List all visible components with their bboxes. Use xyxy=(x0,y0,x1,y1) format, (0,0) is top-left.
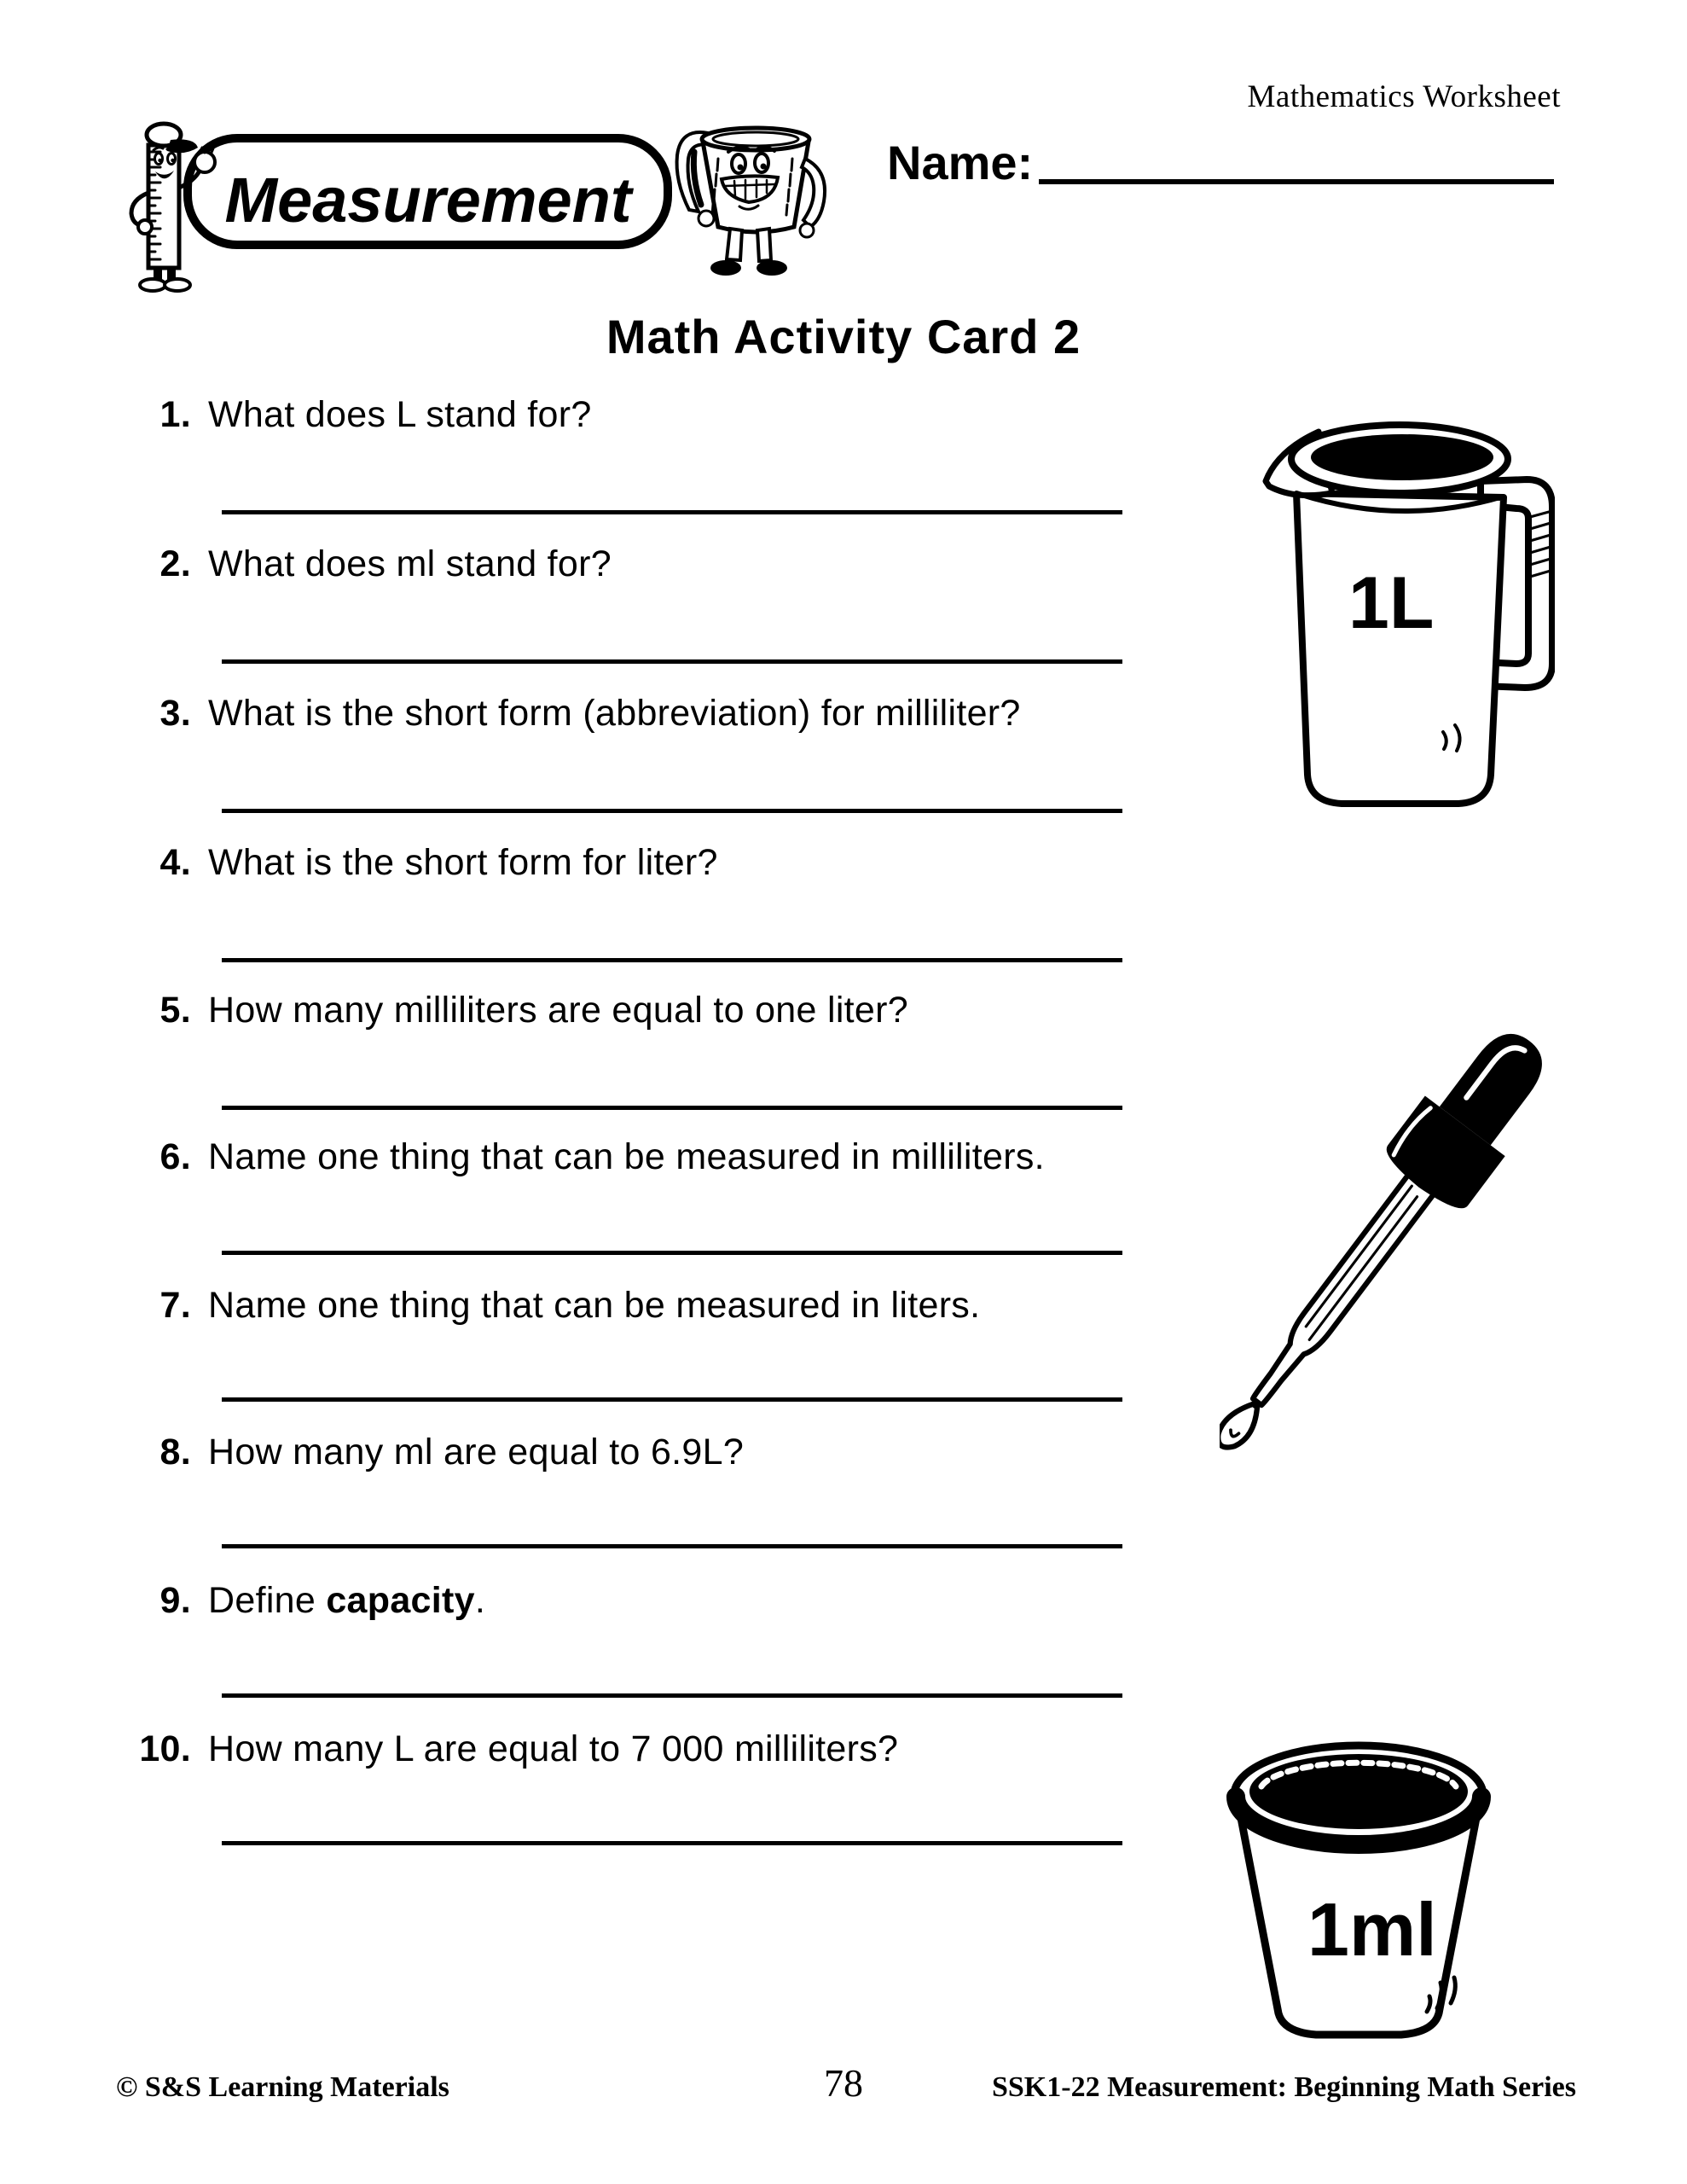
answer-line-8[interactable] xyxy=(222,1544,1122,1548)
question-4-text: What is the short form for liter? xyxy=(208,842,718,883)
question-3-text: What is the short form (abbreviation) for milliliter? xyxy=(208,693,1021,734)
page-title: Math Activity Card 2 xyxy=(606,310,1081,363)
question-5-number: 5. xyxy=(159,990,191,1031)
name-label: Name: xyxy=(887,136,1034,189)
pitcher-icon xyxy=(1266,425,1552,804)
answer-line-4[interactable] xyxy=(222,958,1122,962)
answer-line-3[interactable] xyxy=(222,809,1122,813)
answer-line-7[interactable] xyxy=(222,1397,1122,1402)
question-2 xyxy=(119,543,1220,585)
eyedropper-icon xyxy=(1220,1019,1557,1455)
question-1-number: 1. xyxy=(159,394,191,435)
name-blank-line[interactable] xyxy=(1039,179,1554,184)
question-1 xyxy=(119,394,1220,436)
question-7-text: Name one thing that can be measured in liters. xyxy=(208,1285,981,1326)
question-4 xyxy=(119,842,1220,884)
question-10-number: 10. xyxy=(139,1728,191,1769)
question-9-text-bold: capacity xyxy=(326,1580,475,1621)
question-2-text: What does ml stand for? xyxy=(208,543,612,584)
question-9-text-prefix: Define xyxy=(208,1580,327,1621)
footer-series-label: SSK1-22 Measurement: Beginning Math Series xyxy=(991,2071,1576,2103)
question-5 xyxy=(119,990,1220,1031)
measurement-banner xyxy=(111,92,861,297)
measuring-cup-mascot-icon xyxy=(677,128,826,276)
question-6 xyxy=(119,1136,1220,1178)
question-9-number: 9. xyxy=(159,1580,191,1621)
measuring-cup-icon xyxy=(1234,1745,1483,2035)
answer-line-10[interactable] xyxy=(222,1841,1122,1845)
eyedropper-illustration xyxy=(1220,1019,1557,1455)
answer-line-1[interactable] xyxy=(222,510,1122,514)
question-6-number: 6. xyxy=(159,1136,191,1177)
question-10 xyxy=(119,1728,1220,1770)
pitcher-label: 1L xyxy=(1348,562,1435,644)
question-9-text xyxy=(208,1580,485,1622)
question-8-number: 8. xyxy=(159,1432,191,1472)
banner-title: Measurement xyxy=(224,165,632,235)
cup-label: 1ml xyxy=(1307,1887,1437,1972)
question-1-text: What does L stand for? xyxy=(208,394,592,435)
question-4-number: 4. xyxy=(159,842,191,883)
question-3 xyxy=(119,693,1220,735)
question-9-text-suffix: . xyxy=(474,1580,486,1621)
question-6-text: Name one thing that can be measured in milliliters. xyxy=(208,1136,1045,1177)
question-3-number: 3. xyxy=(159,693,191,734)
question-10-text: How many L are equal to 7 000 milliliters? xyxy=(208,1728,899,1769)
question-7-number: 7. xyxy=(159,1285,191,1326)
question-2-number: 2. xyxy=(159,543,191,584)
answer-line-6[interactable] xyxy=(222,1251,1122,1255)
question-9 xyxy=(119,1580,1220,1622)
worksheet-type-label: Mathematics Worksheet xyxy=(1247,79,1561,114)
question-8 xyxy=(119,1432,1220,1473)
footer-page-number: 78 xyxy=(824,2061,863,2105)
answer-line-5[interactable] xyxy=(222,1106,1122,1110)
question-7 xyxy=(119,1285,1220,1327)
answer-line-2[interactable] xyxy=(222,659,1122,664)
footer-copyright: © S&S Learning Materials xyxy=(116,2071,449,2103)
question-8-text: How many ml are equal to 6.9L? xyxy=(208,1432,745,1472)
pitcher-1l-illustration xyxy=(1261,408,1555,830)
question-5-text: How many milliliters are equal to one liter? xyxy=(208,990,908,1031)
cup-1ml-illustration xyxy=(1214,1725,1504,2053)
answer-line-9[interactable] xyxy=(222,1693,1122,1698)
